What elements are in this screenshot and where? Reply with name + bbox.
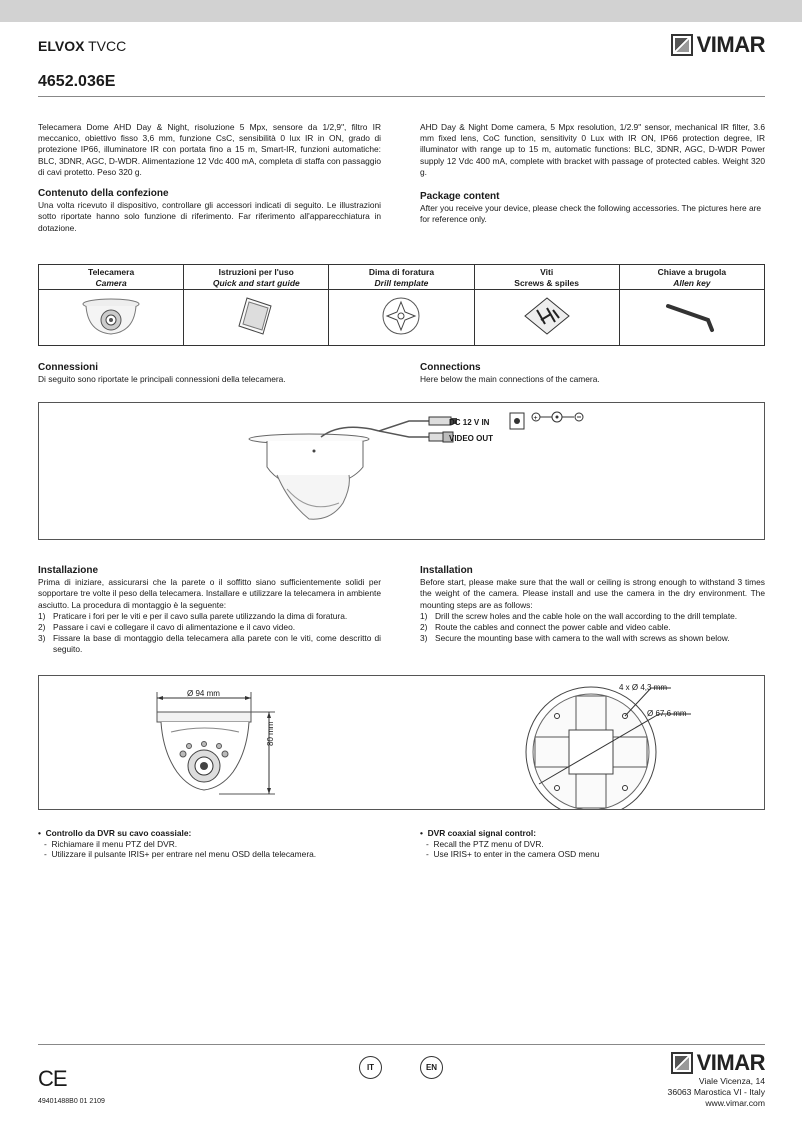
height-dimension: 80 mm [266, 721, 275, 746]
top-bar [0, 0, 802, 22]
width-dimension: Ø 94 mm [187, 689, 220, 698]
installation-it-steps [38, 611, 381, 656]
installation-en [420, 565, 765, 644]
address-line-1: Viale Vicenza, 14 [698, 1076, 765, 1086]
accessory-key: Chiave a brugola Allen key [619, 265, 764, 290]
dimensions-drawing [39, 676, 764, 809]
accessories-table [38, 264, 765, 346]
dvr-it-item-2: - Utilizzare il pulsante IRIS+ per entrare nel menu OSD della telecamera. [44, 849, 317, 859]
intro-it-text: Telecamera Dome AHD Day & Night, risoluzione 5 Mpx, sensore da 1/2,9", filtro IR meccanico, obiettivo fisso 3,6 mm, funzione CsC, sensibilità 0 lux IR in ON, grado di protezione IP66, illuminatore IR con portata fino a 15 m, Smart-IR, funzioni automatiche: BLC, 3DNR, AGC, D-WDR. Alimentazione 12 Vdc 400 mA, completa di staffa con passaggio di cavi protetto. Peso 320 g. [38, 122, 381, 177]
installation-it-text: Prima di iniziare, assicurarsi che la parete o il soffitto siano sufficientemente solidi per sopportare tre volte il peso della telecamera. Installare e utilizzare la telecamera in ambiente asciutto. La procedura di montaggio è la seguente: [38, 577, 381, 610]
step-it-1: 1) Praticare i fori per le viti e per il cavo sulla parete utilizzando la dima di foratura. [38, 610, 348, 621]
installation-en-steps [420, 611, 765, 645]
lang-en-badge: EN [420, 1056, 443, 1079]
connections-it [38, 362, 381, 385]
holes-dimension: 4 x Ø 4,3 mm [619, 683, 668, 692]
installation-en-text: Before start, please make sure that the wall or ceiling is strong enough to withstand 3 times the weight of the camera. Please install and use the camera in the dry environment. The mounting steps are as follows: [420, 577, 765, 610]
footer-vimar-logo-text: VIMAR [696, 1050, 765, 1075]
header-divider [38, 96, 765, 97]
footer-vimar-logo-icon [671, 1052, 693, 1074]
intro-en [420, 122, 765, 178]
accessory-camera: Telecamera Camera [39, 265, 184, 290]
website-link[interactable]: www.vimar.com [705, 1098, 765, 1108]
dvr-en-item-2: - Use IRIS+ to enter in the camera OSD menu [426, 849, 600, 859]
package-en-title: Package content [420, 191, 500, 202]
lang-it-badge: IT [359, 1056, 382, 1079]
package-it-text: Una volta ricevuto il dispositivo, controllare gli accessori indicati di seguito. Le illustrazioni sotto riportate hanno solo funzione di riferimento. Far riferimento all'apparecchiatura in dotazione. [38, 200, 381, 233]
brand-rest: TVCC [88, 38, 127, 54]
document-code: 49401488B0 01 2109 [38, 1098, 105, 1105]
guide-image [184, 290, 329, 346]
footer-vimar-logo [671, 1050, 765, 1076]
step-en-3: 3) Secure the mounting base with camera to the wall with screws as shown below. [420, 633, 730, 644]
svg-text:+: + [533, 415, 538, 422]
step-en-1: 1) Drill the screw holes and the cable hole on the wall according to the drill template. [420, 610, 738, 621]
accessory-screws: Viti Screws & spiles [474, 265, 619, 290]
package-en-text: After you receive your device, please check the following accessories. The pictures here are for reference only. [420, 203, 762, 225]
brand-bold: ELVOX [38, 38, 85, 54]
camera-wiring-diagram [39, 403, 764, 539]
installation-en-title: Installation [420, 565, 473, 576]
footer-address [668, 1076, 765, 1109]
drill-template-icon [379, 294, 423, 338]
dvr-it-title: • Controllo da DVR su cavo coassiale: [38, 828, 192, 838]
video-out-label: VIDEO OUT [449, 434, 494, 443]
connections-en-text: Here below the main connections of the camera. [420, 374, 600, 385]
step-it-3: 3) Fissare la base di montaggio della telecamera alla parete con le viti, come descritto di seguito. [38, 633, 381, 655]
booklet-icon [231, 294, 281, 338]
vimar-logo-text: VIMAR [696, 32, 765, 57]
accessory-template: Dima di foratura Drill template [329, 265, 474, 290]
dc-in-label: DC 12 V IN [449, 418, 490, 427]
intro-en-text: AHD Day & Night Dome camera, 5 Mpx resolution, 1/2.9" sensor, mechanical IR filter, 3.6 mm fixed lens, CoC function, sensitivity 0 Lux with IR ON, IP66 protection degree, IR illuminator with range up to 15 m, automatic functions: BLC, 3DNR, AGC, D-WDR Power supply 12 Vdc 400 mA, complete with bracket with passage of protected cables. Weight 320 g. [420, 122, 765, 177]
installation-it-title: Installazione [38, 565, 99, 576]
connections-en [420, 362, 765, 385]
connections-en-title: Connections [420, 362, 481, 373]
diameter-dimension: Ø 67,6 mm [647, 709, 687, 718]
template-image [329, 290, 474, 346]
connections-it-text: Di seguito sono riportate le principali connessioni della telecamera. [38, 374, 286, 385]
camera-image [39, 290, 184, 346]
dvr-control-it [38, 828, 398, 860]
package-it [38, 188, 381, 234]
allen-key-icon [662, 294, 722, 338]
brand-line [38, 38, 126, 54]
camera-icon [76, 294, 146, 338]
footer-divider [38, 1044, 765, 1045]
dvr-it-item-1: - Richiamare il menu PTZ del DVR. [44, 838, 178, 849]
package-en [420, 191, 765, 226]
address-line-2: 36063 Marostica VI - Italy [667, 1087, 765, 1097]
vimar-logo [671, 32, 765, 58]
dimensions-diagram [38, 675, 765, 810]
connections-it-title: Connessioni [38, 362, 99, 373]
screws-icon [519, 294, 575, 338]
package-it-title: Contenuto della confezione [38, 188, 169, 199]
dvr-control-en [420, 828, 765, 860]
product-code: 4652.036E [38, 73, 116, 90]
ce-mark: CE [38, 1066, 67, 1091]
step-it-2: 2) Passare i cavi e collegare il cavo di alimentazione e il cavo video. [38, 622, 296, 633]
vimar-logo-icon [671, 34, 693, 56]
accessory-guide: Istruzioni per l'uso Quick and start guide [184, 265, 329, 290]
screws-image [474, 290, 619, 346]
step-en-2: 2) Route the cables and connect the power cable and video cable. [420, 622, 671, 633]
intro-it [38, 122, 381, 178]
connections-diagram [38, 402, 765, 540]
dvr-en-title: • DVR coaxial signal control: [420, 828, 537, 838]
installation-it [38, 565, 381, 656]
dvr-en-item-1: - Recall the PTZ menu of DVR. [426, 838, 544, 849]
allen-key-image [619, 290, 764, 346]
